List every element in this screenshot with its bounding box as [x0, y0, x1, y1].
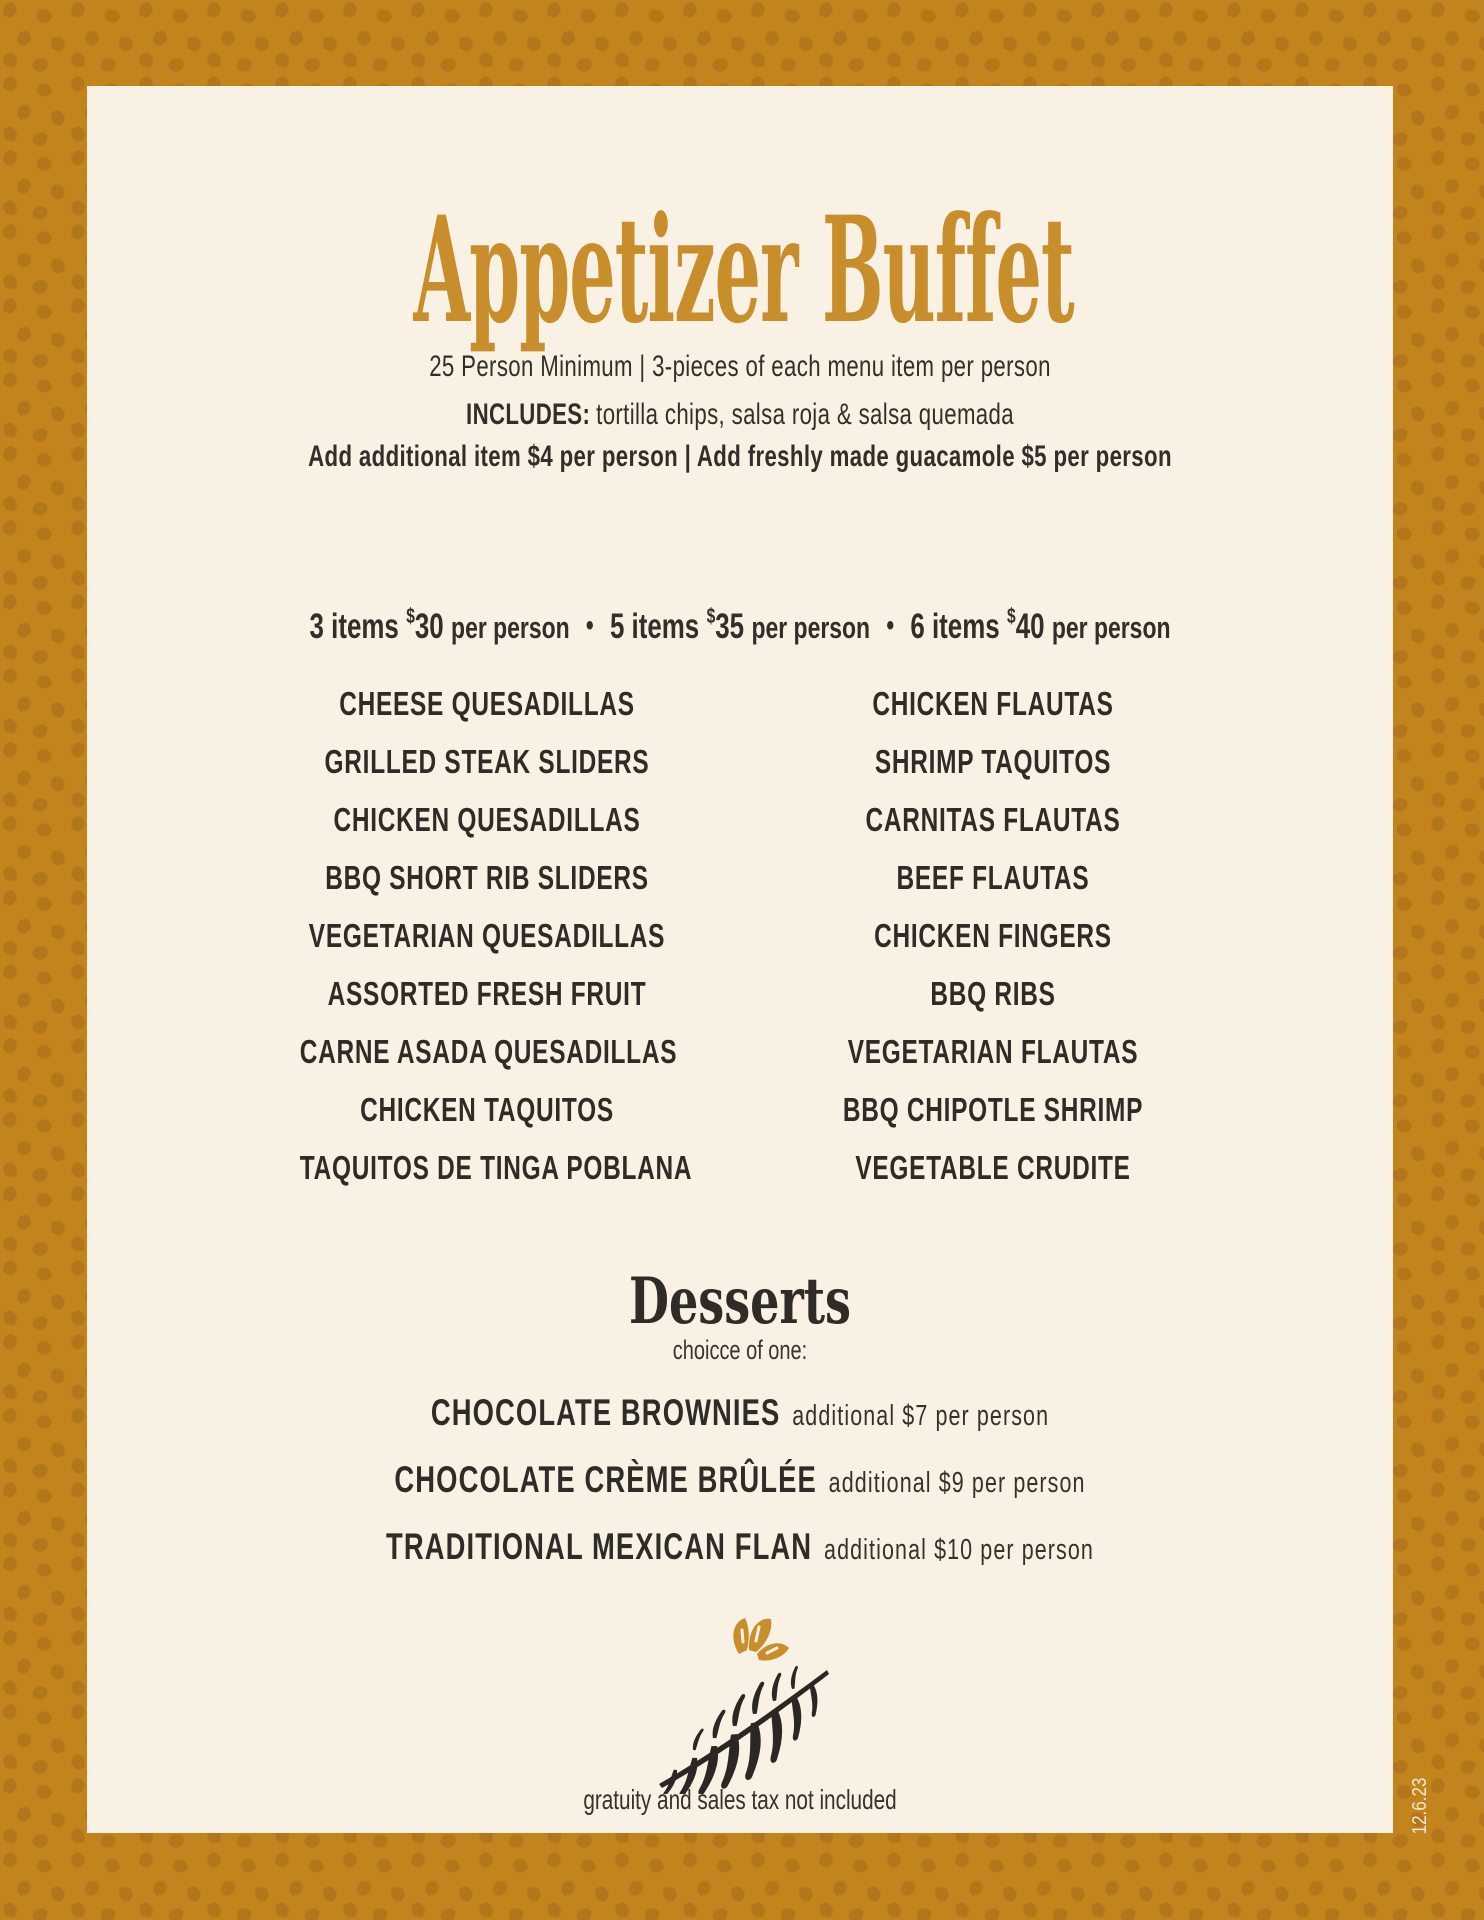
menu-item: ASSORTED FRESH FRUIT: [327, 975, 647, 1012]
menu-item: CHICKEN TAQUITOS: [360, 1091, 614, 1128]
currency-symbol: $: [1007, 605, 1016, 629]
menu-item: VEGETARIAN QUESADILLAS: [308, 917, 666, 954]
fern-flower-logo-icon: [87, 1614, 1393, 1794]
includes-text: tortilla chips, salsa roja & salsa quemada: [596, 398, 1014, 431]
dessert-price-note: additional $7 per person: [792, 1400, 1050, 1432]
menu-item: CHICKEN FINGERS: [874, 917, 1112, 954]
item-count: 5 items: [609, 607, 700, 646]
disclaimer: gratuity and sales tax not included: [583, 1784, 897, 1815]
dessert-name: CHOCOLATE BROWNIES: [430, 1392, 781, 1433]
dessert-name: TRADITIONAL MEXICAN FLAN: [386, 1526, 813, 1567]
menu-item: CHICKEN QUESADILLAS: [333, 801, 641, 838]
bullet-separator: •: [886, 609, 895, 642]
menu-items-grid: [234, 675, 1246, 1197]
item-count: 3 items: [309, 607, 399, 646]
pricing-option: [610, 607, 870, 646]
minimum-note: 25 Person Minimum | 3-pieces of each menu item per person: [429, 350, 1051, 383]
addons-note: Add additional item $4 per person | Add freshly made guacamole $5 per person: [308, 440, 1172, 473]
dessert-item: [257, 1450, 1223, 1517]
dessert-price-note: additional $9 per person: [828, 1467, 1086, 1499]
dessert-options: [87, 1383, 1393, 1584]
price-unit: per person: [751, 610, 871, 645]
dessert-price-note: additional $10 per person: [824, 1534, 1094, 1566]
menu-item: CARNE ASADA QUESADILLAS: [299, 1033, 678, 1070]
version-date: 12.6.23: [1409, 1777, 1431, 1835]
menu-item: VEGETARIAN FLAUTAS: [847, 1033, 1139, 1070]
pricing-line: [257, 606, 1223, 648]
price-unit: per person: [1051, 610, 1171, 645]
menu-item: CARNITAS FLAUTAS: [865, 801, 1121, 838]
menu-column-right: [740, 675, 1246, 1197]
page-title: Appetizer Buffet: [413, 185, 1074, 356]
menu-item: VEGETABLE CRUDITE: [855, 1149, 1131, 1186]
menu-column-left: [234, 675, 740, 1197]
price-value: 35: [715, 607, 745, 646]
menu-item: BEEF FLAUTAS: [896, 859, 1090, 896]
menu-item: GRILLED STEAK SLIDERS: [324, 743, 650, 780]
includes-note: [257, 398, 1223, 433]
currency-symbol: $: [706, 605, 716, 629]
menu-item: BBQ RIBS: [930, 975, 1056, 1012]
item-count: 6 items: [910, 607, 1000, 646]
menu-panel: [87, 86, 1393, 1833]
dessert-name: CHOCOLATE CRÈME BRÛLÉE: [394, 1459, 817, 1500]
desserts-title: Desserts: [629, 1264, 851, 1339]
menu-item: CHEESE QUESADILLAS: [339, 685, 635, 722]
desserts-subtitle: choicce of one:: [672, 1335, 808, 1365]
pricing-option: [310, 607, 570, 646]
menu-item: BBQ CHIPOTLE SHRIMP: [842, 1091, 1144, 1128]
price-value: 40: [1015, 607, 1045, 646]
price-value: 30: [414, 607, 444, 646]
includes-label: INCLUDES:: [466, 398, 591, 431]
currency-symbol: $: [406, 605, 415, 629]
dessert-item: [257, 1383, 1223, 1450]
menu-item: SHRIMP TAQUITOS: [874, 743, 1112, 780]
menu-item: CHICKEN FLAUTAS: [872, 685, 1114, 722]
price-unit: per person: [451, 610, 570, 645]
dessert-item: [257, 1517, 1223, 1584]
menu-item: TAQUITOS DE TINGA POBLANA: [299, 1149, 693, 1186]
pricing-option: [910, 607, 1170, 646]
menu-item: BBQ SHORT RIB SLIDERS: [325, 859, 649, 896]
bullet-separator: •: [585, 609, 594, 642]
